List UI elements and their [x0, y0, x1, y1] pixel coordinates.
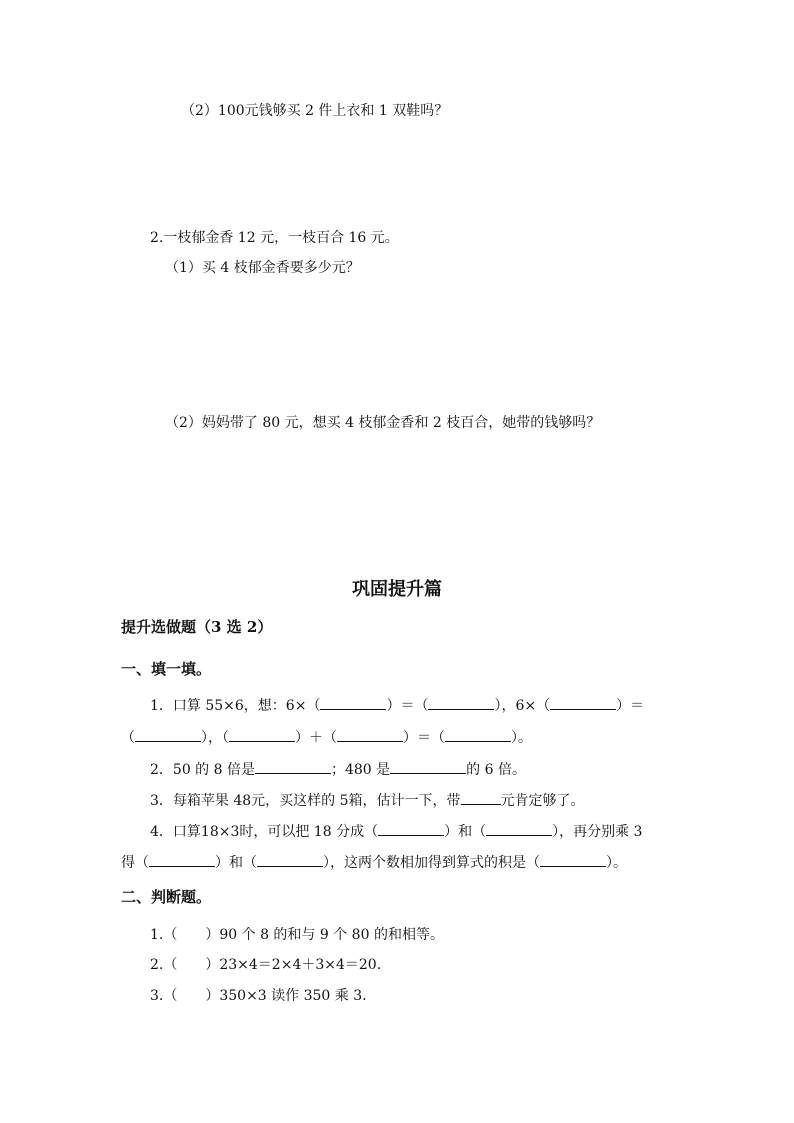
- subtitle: 提升选做题（3 选 2）: [121, 618, 273, 636]
- question-1-2: （2）100元钱够买 2 件上衣和 1 双鞋吗？: [181, 103, 449, 119]
- text: ），（: [201, 730, 229, 746]
- judge-item-2: 2.（ ）23×4＝2×4＋3×4＝20.: [150, 957, 382, 973]
- text: 3．每箱苹果 48元，买这样的 5箱，估计一下，带: [150, 793, 461, 809]
- fill-item-1-line2: [121, 727, 532, 748]
- answer-blank[interactable]: [486, 821, 552, 836]
- section-title: 巩固提升篇: [352, 579, 442, 600]
- question-2-1: （1）买 4 枝郁金香要多少元？: [165, 260, 360, 276]
- answer-blank[interactable]: [445, 727, 511, 742]
- judge-item-3: 3.（ ）350×3 读作 350 乘 3.: [150, 988, 367, 1004]
- text: ）＋（: [295, 730, 337, 746]
- answer-blank[interactable]: [378, 821, 444, 836]
- text: ），再分别乘 3: [552, 824, 643, 840]
- answer-blank[interactable]: [390, 759, 466, 774]
- text: ）。: [606, 855, 627, 871]
- answer-blank[interactable]: [320, 695, 386, 710]
- text: （: [121, 730, 135, 746]
- answer-blank[interactable]: [428, 695, 494, 710]
- part2-heading: 二、判断题。: [121, 888, 212, 906]
- answer-blank[interactable]: [257, 852, 323, 867]
- text: ）＝（: [403, 730, 445, 746]
- answer-blank[interactable]: [135, 727, 201, 742]
- answer-blank[interactable]: [337, 727, 403, 742]
- answer-blank[interactable]: [255, 759, 331, 774]
- fill-item-3: [150, 790, 585, 811]
- text: 元肯定够了。: [500, 793, 585, 809]
- question-2-intro: 2.一枝郁金香 12 元，一枝百合 16 元。: [150, 230, 399, 246]
- text: 2．50 的 8 倍是: [150, 762, 255, 778]
- answer-blank[interactable]: [149, 852, 215, 867]
- text: ），这两个数相加得到算式的积是（: [323, 855, 540, 871]
- answer-blank[interactable]: [229, 727, 295, 742]
- text: 得（: [121, 855, 149, 871]
- text: 1．口算 55×6，想：6×（: [150, 698, 321, 714]
- part1-heading: 一、填一填。: [121, 660, 212, 678]
- answer-blank[interactable]: [540, 852, 606, 867]
- text: 的 6 倍。: [466, 762, 526, 778]
- fill-item-4-line2: [121, 852, 627, 873]
- judge-item-1: 1.（ ）90 个 8 的和与 9 个 80 的和相等。: [150, 927, 444, 943]
- text: ），6×（: [494, 698, 551, 714]
- text: ）和（: [215, 855, 257, 871]
- fill-item-4-line1: [150, 821, 642, 842]
- text: ）。: [511, 730, 532, 746]
- text: ）＝: [616, 698, 645, 714]
- text: ；480 是: [330, 762, 391, 778]
- answer-blank[interactable]: [461, 790, 501, 805]
- text: ）＝（: [386, 698, 429, 714]
- answer-blank[interactable]: [550, 695, 616, 710]
- question-2-2: （2）妈妈带了 80 元，想买 4 枝郁金香和 2 枝百合，她带的钱够吗？: [165, 415, 601, 431]
- text: 4．口算18×3时，可以把 18 分成（: [150, 824, 379, 840]
- text: ）和（: [444, 824, 487, 840]
- fill-item-1-line1: [150, 695, 644, 716]
- fill-item-2: [150, 759, 526, 780]
